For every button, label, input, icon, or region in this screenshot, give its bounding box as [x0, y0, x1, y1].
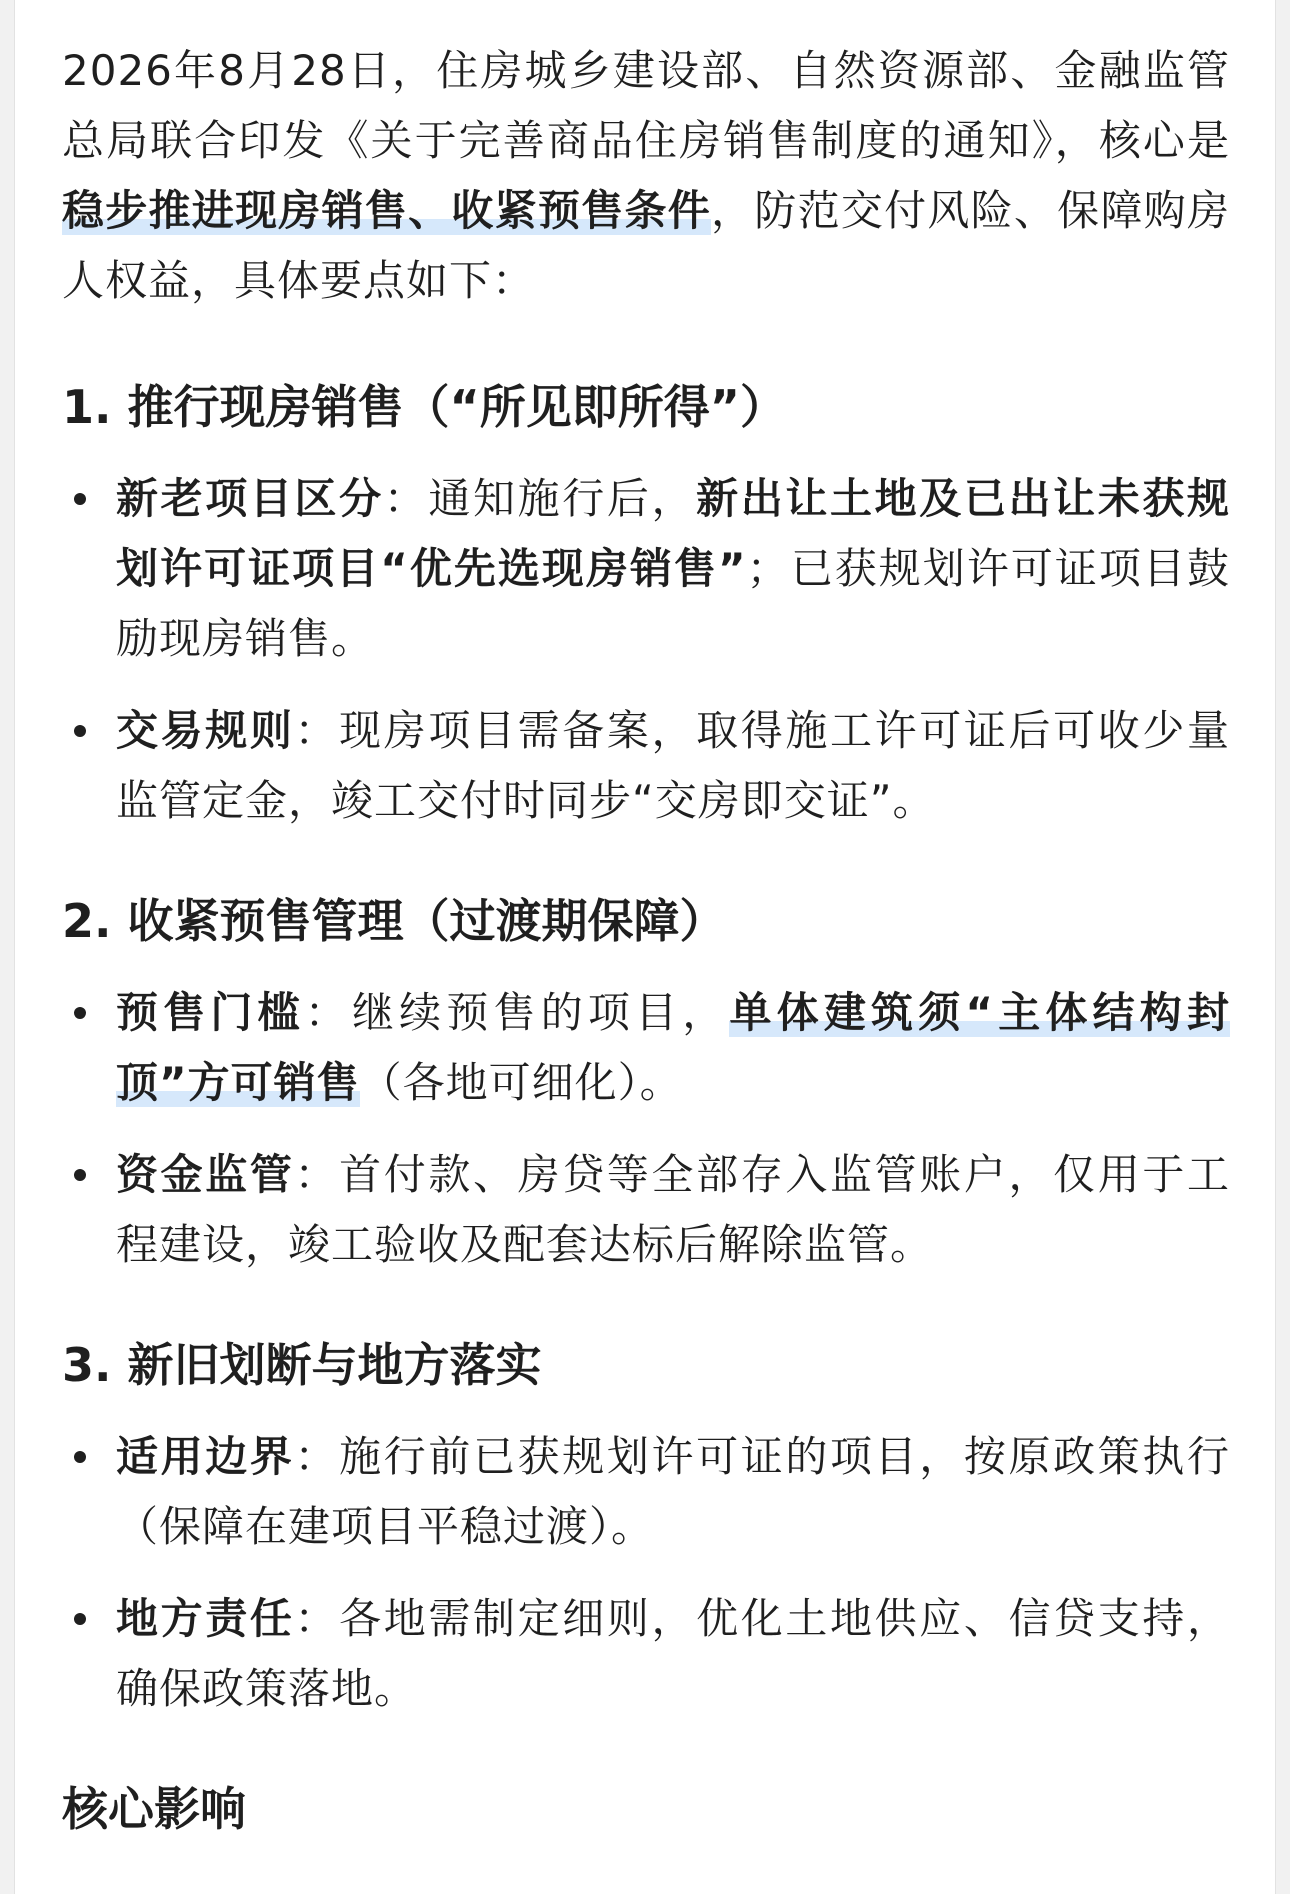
item-separator: ：: [294, 706, 340, 755]
item-separator: ：: [294, 1150, 340, 1199]
item-separator: ：: [294, 1594, 340, 1643]
left-frame-border: [0, 0, 15, 1894]
item-term: 新老项目区分: [116, 474, 384, 523]
intro-paragraph: [62, 36, 1230, 316]
intro-text-after: ，防范交付风险、保障购房人权益，具体要点如下：: [62, 186, 1230, 305]
item-term: 交易规则: [116, 706, 295, 755]
item-term: 预售门槛: [116, 988, 305, 1037]
bullet-dot: [74, 1451, 86, 1463]
item-separator: ：: [304, 988, 352, 1037]
list-item: [62, 1584, 1230, 1724]
item-term: 适用边界: [116, 1432, 295, 1481]
list-item: [62, 1422, 1230, 1562]
right-frame-border: [1275, 0, 1290, 1894]
item-bold-text: 新出让土地及已出让未获规划许可证项目“优先选现房销售”: [116, 474, 1230, 593]
core-impact-heading: 核心影响: [62, 1782, 246, 1836]
item-text: 现房项目需备案，取得施工许可证后可收少量监管定金，竣工交付时同步“交房即交证”。: [116, 706, 1230, 825]
intro-text-before: 2026年8月28日，住房城乡建设部、自然资源部、金融监管总局联合印发《关于完善商品住房销售制度的通知》，核心是: [62, 46, 1230, 165]
item-text: 首付款、房贷等全部存入监管账户，仅用于工程建设，竣工验收及配套达标后解除监管。: [116, 1150, 1230, 1269]
section-3-heading: 3. 新旧划断与地方落实: [62, 1338, 542, 1392]
intro-highlight: 稳步推进现房销售、收紧预售条件: [62, 186, 712, 235]
section-3-list: [62, 1422, 1230, 1724]
bullet-dot: [74, 493, 86, 505]
item-text: 施行前已获规划许可证的项目，按原政策执行（保障在建项目平稳过渡）。: [116, 1432, 1230, 1551]
list-item: [62, 696, 1230, 836]
section-1-list: [62, 464, 1230, 836]
article-body: [62, 36, 1230, 1844]
item-highlight: 单体建筑须“主体结构封顶”方可销售: [116, 988, 1230, 1107]
list-item: [62, 1140, 1230, 1280]
item-text: 各地需制定细则，优化土地供应、信贷支持，确保政策落地。: [116, 1594, 1230, 1713]
bullet-dot: [74, 725, 86, 737]
item-separator: ：: [383, 474, 429, 523]
section-1-heading: 1. 推行现房销售（“所见即所得”）: [62, 380, 786, 434]
bullet-dot: [74, 1613, 86, 1625]
item-text-tail: ；已获规划许可证项目鼓励现房销售。: [116, 544, 1230, 663]
bullet-dot: [74, 1169, 86, 1181]
section-2-list: [62, 978, 1230, 1280]
item-text-tail: （各地可细化）。: [359, 1058, 683, 1107]
item-text: 通知施行后，: [428, 474, 697, 523]
item-term: 地方责任: [116, 1594, 295, 1643]
item-text: 继续预售的项目，: [351, 988, 730, 1037]
list-item: [62, 464, 1230, 674]
item-separator: ：: [294, 1432, 340, 1481]
item-term: 资金监管: [116, 1150, 295, 1199]
list-item: [62, 978, 1230, 1118]
bullet-dot: [74, 1007, 86, 1019]
section-2-heading: 2. 收紧预售管理（过渡期保障）: [62, 894, 726, 948]
